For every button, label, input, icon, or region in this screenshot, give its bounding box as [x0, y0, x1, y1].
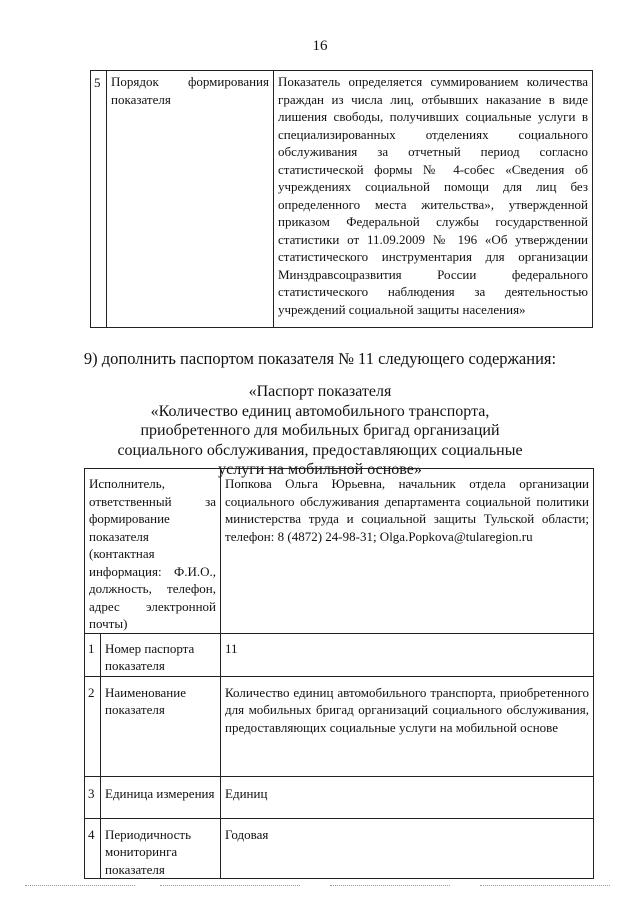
row-value: 11: [221, 633, 594, 676]
table-row: [85, 469, 594, 634]
page-number: 16: [312, 38, 328, 54]
row-value: Годовая: [221, 818, 594, 879]
executor-value: Попкова Ольга Юрьевна, начальник отдела организации социального обслуживания департамента социальной политики министерства труда и социальной защиты Тульской области; телефон: 8 (4872) 24-98-31; Olga.Popkova@tularegion.ru: [221, 469, 594, 634]
row-number: 4: [85, 818, 101, 879]
row-number: 1: [85, 633, 101, 676]
table-row: [85, 818, 594, 879]
row-number: 2: [85, 676, 101, 776]
row-label: Номер паспорта показателя: [101, 633, 221, 676]
row-value: Количество единиц автомобильного транспорта, приобретенного для мобильных бригад организаций социального обслуживания, предоставляющих социальные услуги на мобильной основе: [221, 676, 594, 776]
table-row: [85, 776, 594, 818]
row-label: Единица измерения: [101, 776, 221, 818]
table-row: [85, 676, 594, 776]
row-number: 3: [85, 776, 101, 818]
scan-artifact-line: [25, 885, 135, 887]
scan-artifact-line: [330, 885, 450, 887]
row-label: Периодичность мониторинга показателя: [101, 818, 221, 879]
passport-heading: «Паспорт показателя: [248, 383, 392, 400]
indicator-table-continued: [90, 70, 593, 328]
row-label: Порядок формирования показателя: [107, 71, 274, 328]
passport-table: [84, 468, 594, 879]
passport-indicator-name: «Количество единиц автомобильного транспорта, приобретенного для мобильных бригад организаций социального обслуживания, предоставляющих социальные услуги на мобильной основе»: [117, 402, 523, 478]
amendment-text: 9) дополнить паспортом показателя № 11 следующего содержания:: [83, 349, 557, 368]
executor-label: Исполнитель, ответственный за формирование показателя (контактная информация: Ф.И.О., должность, телефон, адрес электронной почты): [85, 469, 221, 634]
passport-title: [100, 382, 540, 480]
table-row: [85, 633, 594, 676]
table-row: [91, 71, 593, 328]
row-label: Наименование показателя: [101, 676, 221, 776]
row-value: Показатель определяется суммированием количества граждан из числа лиц, отбывших наказание в виде лишения свободы, получивших социальные услуги в специализированных отделениях социального обслуживания за отчетный период согласно статистической формы № 4-собес «Сведения об учреждениях социальной помощи для лиц без определенного места жительства», утвержденной приказом Федеральной службы государственной статистики от 11.09.2009 № 196 «Об утверждении статистического инструментария для организации Минздравсоцразвития России федерального статистического наблюдения за деятельностью учреждений социальной защиты населения»: [274, 71, 593, 328]
row-number: 5: [91, 71, 107, 328]
row-value: Единиц: [221, 776, 594, 818]
scan-artifact-line: [160, 885, 300, 887]
scan-artifact-line: [480, 885, 610, 887]
